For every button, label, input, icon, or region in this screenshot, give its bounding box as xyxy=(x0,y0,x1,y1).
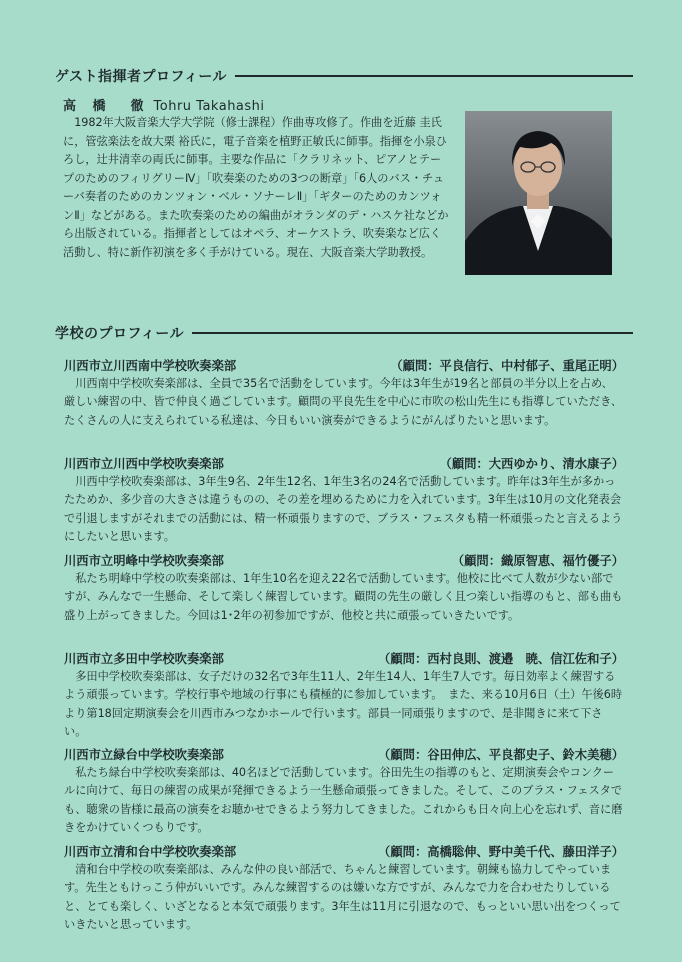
conductor-name-jp: 高 橋 徹 xyxy=(63,99,150,114)
school-description: 私たち緑台中学校吹奏楽部は、40名ほどで活動しています。谷田先生の指導のもと、定期演奏会やコンクールに向けて、毎日の練習の成果が発揮できるよう一生懸命頑張ってきました。そして、このブラス・フェスタでも、聴衆の皆様に最高の演奏をお聴かせできるよう努力してきました。これからも日々向上心を忘れず、音に磨きをかけていくつもりです。 xyxy=(64,766,623,834)
school-entry xyxy=(64,552,624,625)
conductor-name xyxy=(63,95,265,114)
school-entry xyxy=(64,455,624,546)
school-advisors: （顧問：大西ゆかり、清水康子） xyxy=(439,457,624,471)
school-description: 清和台中学校の吹奏楽部は、みんな仲の良い部活で、ちゃんと練習しています。朝練も協力してやっています。先生ともけっこう仲がいいです。みんな練習するのは嫌いな方ですが、みんなで力を合わせたりしていると、とても楽しく、いざとなると本気で頑張ります。3年生は11月に引退なので、もっといい思い出をつくっていきたいと思っています。 xyxy=(64,863,621,931)
schools-section-title: 学校のプロフィール xyxy=(55,326,185,342)
guest-section-header xyxy=(55,66,633,86)
school-name: 川西市立川西中学校吹奏楽部 xyxy=(64,457,224,471)
school-description: 川西南中学校吹奏楽部は、全員で35名で活動をしています。今年は3年生が19名と部員の半分以上を占め、厳しい練習の中、皆で仲良く過ごしています。顧問の平良先生を中心に市吹の松山先生にも指導していただき、たくさんの人に支えられている私達は、今日もいい演奏ができるようにがんばりたいと思います。 xyxy=(64,377,623,427)
school-name: 川西市立川西南中学校吹奏楽部 xyxy=(64,359,237,373)
conductor-bio: 1982年大阪音楽大学大学院（修士課程）作曲専攻修了。作曲を近藤 圭氏に，管弦楽法を故大栗 裕氏に，電子音楽を植野正敏氏に師事。指揮を小泉ひろし，辻井清幸の両氏に師事。主要な作品に「クラリネット、ピアノとテープのためのフィリグリーⅣ」「吹奏楽のための3つの断章」「6人のバス・チューバ奏者のためのカンツォン・ベル・ソナーレⅡ」「ギターのためのカンツォンⅡ」などがある。また吹奏楽のための編曲がオランダのデ・ハスケ社などから出版されている。指揮者としてはオペラ、オーケストラ、吹奏楽など広く活動し、特に新作初演を多く手がけている。現在、大阪音楽大学助教授。 xyxy=(63,116,449,259)
school-name: 川西市立明峰中学校吹奏楽部 xyxy=(64,554,224,568)
school-name: 川西市立多田中学校吹奏楽部 xyxy=(64,652,224,666)
school-entry xyxy=(64,746,624,837)
school-entry xyxy=(64,843,624,934)
school-advisors: （顧問：谷田伸広、平良都史子、鈴木美穂） xyxy=(378,748,624,762)
school-advisors: （顧問：平良信行、中村郁子、重尾正明） xyxy=(390,359,624,373)
conductor-photo xyxy=(465,111,612,275)
school-name: 川西市立清和台中学校吹奏楽部 xyxy=(64,845,237,859)
school-name: 川西市立緑台中学校吹奏楽部 xyxy=(64,748,224,762)
school-entry xyxy=(64,650,624,741)
schools-section-header xyxy=(55,323,633,343)
school-advisors: （顧問：織原智恵、福竹優子） xyxy=(451,554,624,568)
school-description: 川西中学校吹奏楽部は、3年生9名、2年生12名、1年生3名の24名で活動しています。昨年は3年生が多かったためか、多少音の大きさは違うものの、その差を埋めるために力を入れています。3年生は10月の文化発表会で引退しますがそれまでの活動には、精一杯頑張りますので、ブラス・フェスタも精一杯頑張ったと言えるようにしたいと思います。 xyxy=(64,475,623,543)
school-advisors: （顧問：西村良則、渡邉 暁、信江佐和子） xyxy=(378,652,624,666)
school-entry xyxy=(64,357,624,430)
school-advisors: （顧問：高橋聡伸、野中美千代、藤田洋子） xyxy=(378,845,624,859)
conductor-name-roman: Tohru Takahashi xyxy=(153,99,265,114)
guest-section-title: ゲスト指揮者プロフィール xyxy=(55,69,228,85)
section-divider xyxy=(235,75,633,77)
school-description: 私たち明峰中学校の吹奏楽部は、1年生10名を迎え22名で活動しています。他校に比べて人数が少ない部ですが、みんなで一生懸命、そして楽しく練習しています。顧問の先生の厳しく且つ楽しい指導のもと、部も曲も盛り上がってきました。今回は1･2年の初参加ですが、他校と共に頑張っていきたいです。 xyxy=(64,572,623,622)
section-divider xyxy=(192,332,633,334)
school-description: 多田中学校吹奏楽部は、女子だけの32名で3年生11人、2年生14人、1年生7人です。毎日効率よく練習するよう頑張っています。学校行事や地域の行事にも積極的に参加しています。 また、来る10月6日（土）午後6時より第18回定期演奏会を川西市みつなかホールで行います。部員一同頑張りますので、是非聞きに来て下さい。 xyxy=(64,670,623,738)
